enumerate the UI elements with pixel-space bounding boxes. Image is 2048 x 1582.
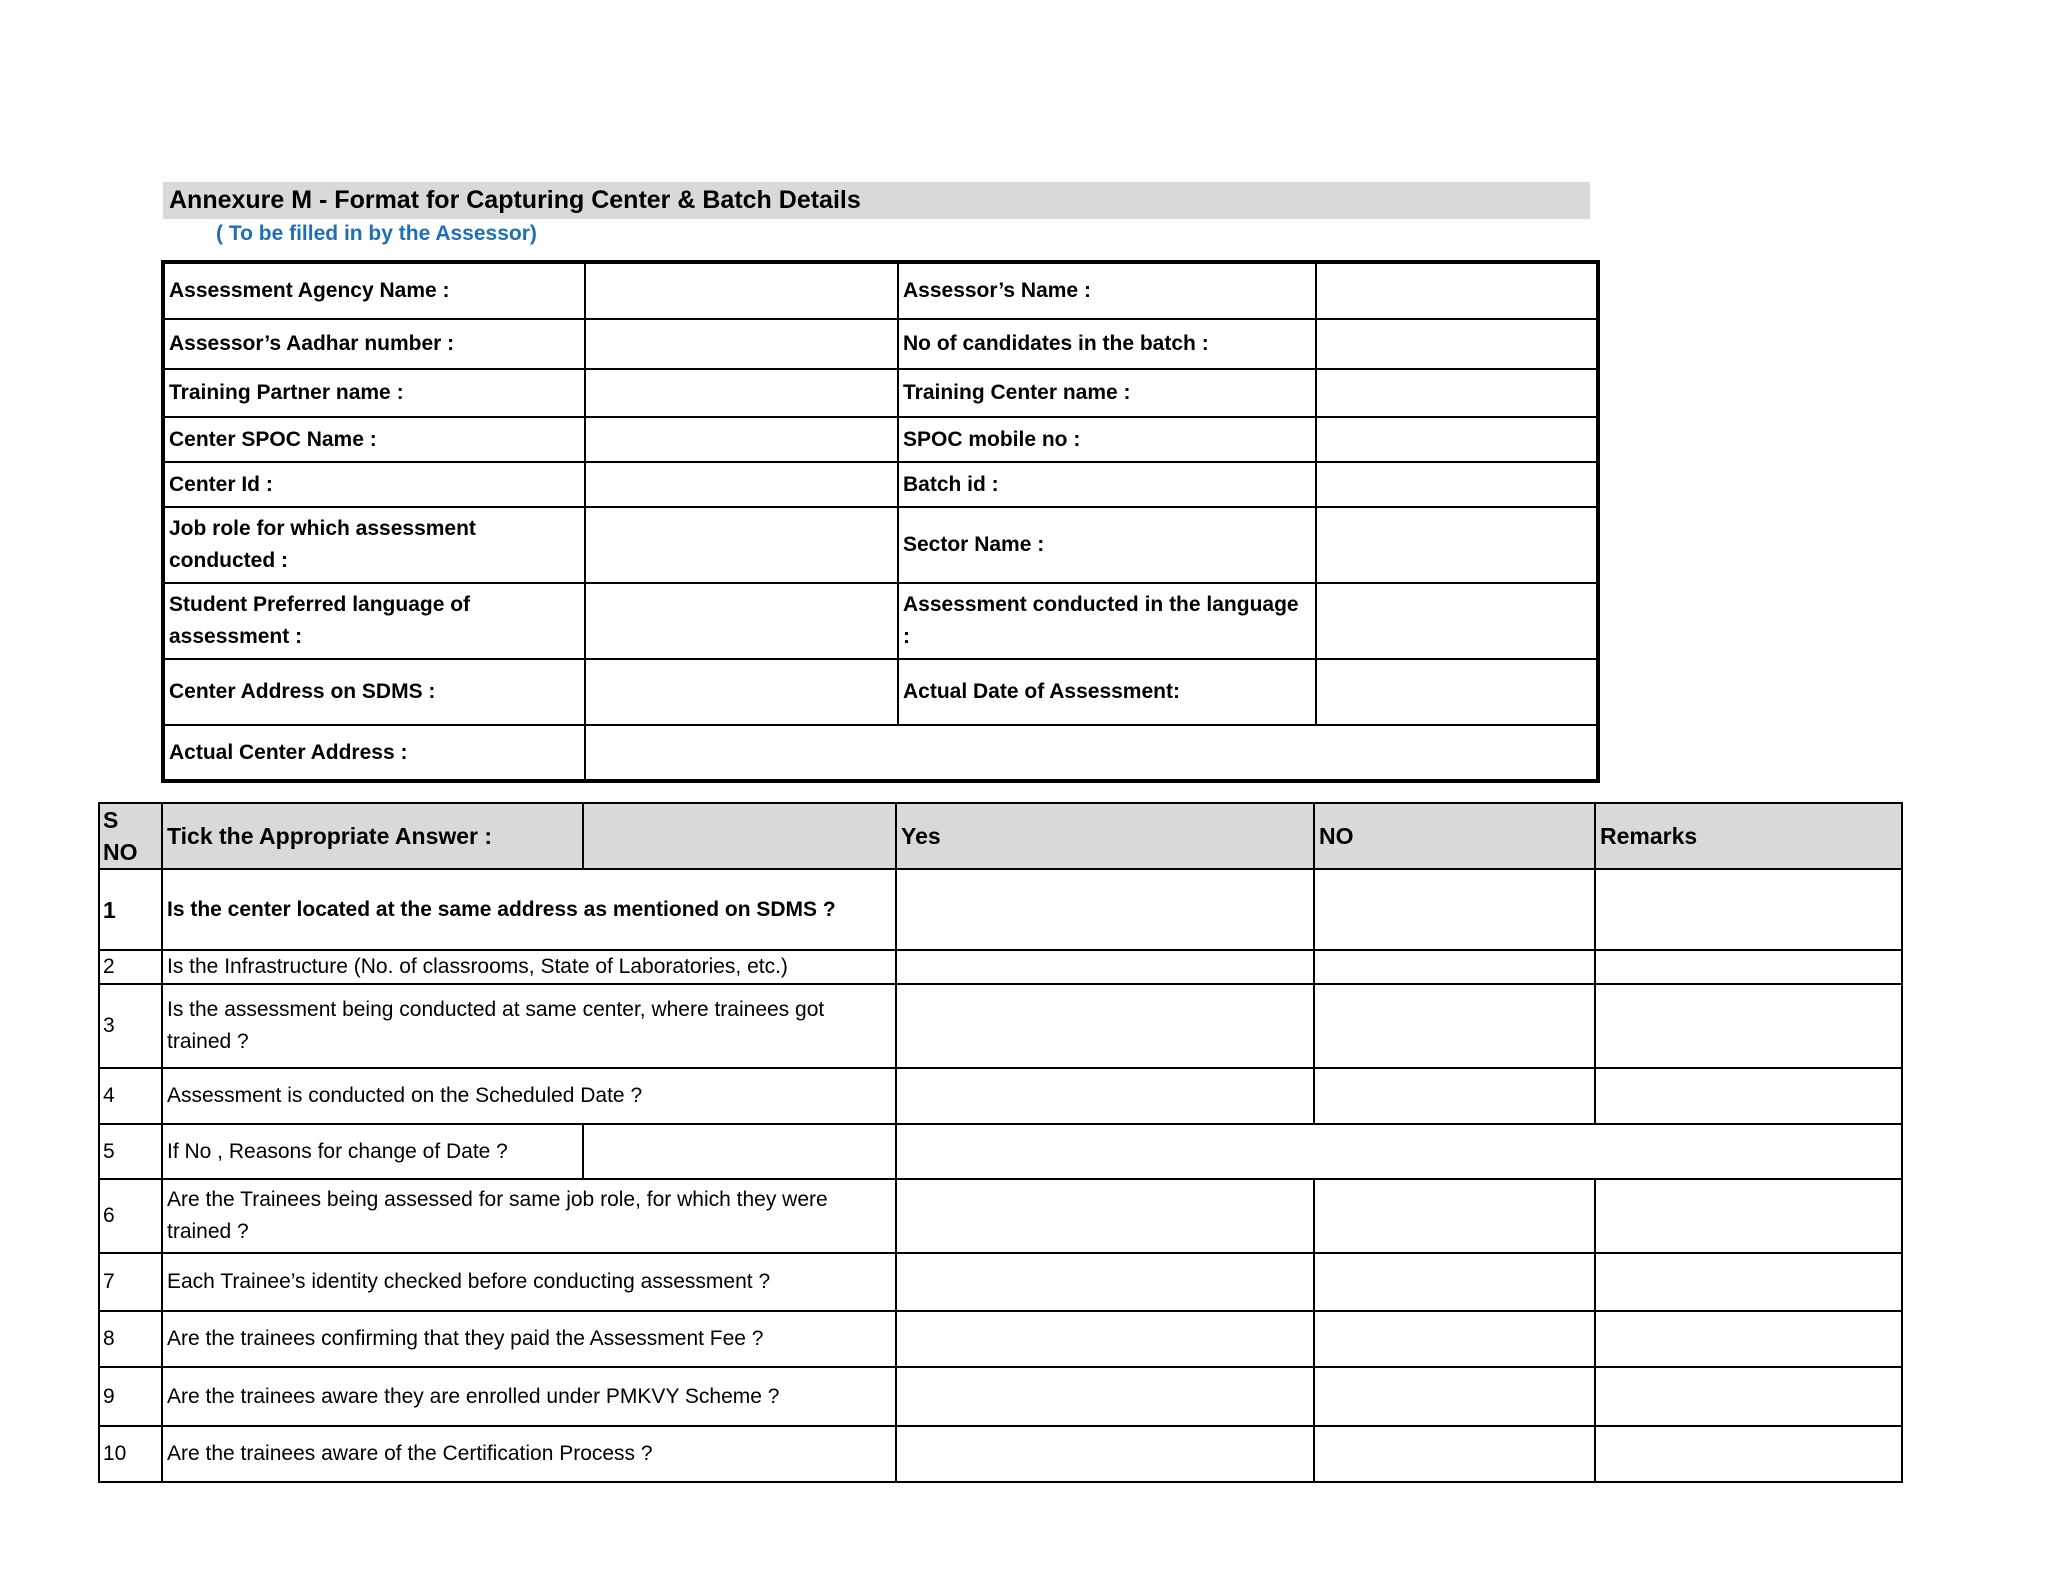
remarks-cell[interactable] [1595, 1253, 1902, 1311]
question-text: Are the trainees aware of the Certification Process ? [162, 1426, 896, 1482]
no-header: NO [1314, 803, 1595, 869]
checklist-row [99, 984, 1902, 1068]
yes-cell[interactable] [896, 869, 1314, 950]
row-number: 5 [99, 1124, 162, 1179]
details-label: Training Center name : [898, 369, 1316, 417]
row-number: 10 [99, 1426, 162, 1482]
details-value-cell[interactable] [585, 659, 898, 725]
checklist-row [99, 1367, 1902, 1426]
question-text: Are the Trainees being assessed for same job role, for which they were trained ? [162, 1179, 896, 1253]
row-number: 3 [99, 984, 162, 1068]
details-row [163, 262, 1598, 319]
details-label: Actual Date of Assessment: [898, 659, 1316, 725]
no-cell[interactable] [1314, 869, 1595, 950]
question-text: Is the assessment being conducted at same center, where trainees got trained ? [162, 984, 896, 1068]
question-text: Assessment is conducted on the Scheduled Date ? [162, 1068, 896, 1124]
yes-cell[interactable] [896, 1311, 1314, 1367]
details-label: Center Address on SDMS : [163, 659, 585, 725]
details-row [163, 659, 1598, 725]
details-value-cell[interactable] [585, 417, 898, 462]
no-cell[interactable] [1314, 1253, 1595, 1311]
question-text: Is the Infrastructure (No. of classrooms, State of Laboratories, etc.) [162, 950, 896, 984]
details-value-cell[interactable] [585, 319, 898, 369]
checklist-row [99, 1124, 1902, 1179]
no-cell[interactable] [1314, 984, 1595, 1068]
details-value-cell[interactable] [1316, 659, 1598, 725]
details-label: Batch id : [898, 462, 1316, 507]
details-row [163, 583, 1598, 659]
assessment-checklist-table [98, 802, 1903, 1483]
details-value-cell[interactable] [585, 583, 898, 659]
details-label: Assessment conducted in the language : [898, 583, 1316, 659]
yes-cell[interactable] [896, 1253, 1314, 1311]
yes-cell[interactable] [896, 1367, 1314, 1426]
question-header: Tick the Appropriate Answer : [162, 803, 583, 869]
sno-header: S NO [99, 803, 162, 869]
yes-cell[interactable] [896, 950, 1314, 984]
yes-cell[interactable] [896, 984, 1314, 1068]
details-row [163, 725, 1598, 781]
question-text: Each Trainee’s identity checked before conducting assessment ? [162, 1253, 896, 1311]
details-value-cell[interactable] [1316, 417, 1598, 462]
no-cell[interactable] [1314, 1367, 1595, 1426]
details-value-cell[interactable] [585, 462, 898, 507]
remarks-cell[interactable] [1595, 1179, 1902, 1253]
details-label: Actual Center Address : [163, 725, 585, 781]
checklist-row [99, 1179, 1902, 1253]
details-value-cell[interactable] [585, 262, 898, 319]
details-label: Center SPOC Name : [163, 417, 585, 462]
details-value-cell[interactable] [585, 507, 898, 583]
details-label: Training Partner name : [163, 369, 585, 417]
details-value-cell[interactable] [1316, 369, 1598, 417]
yes-header: Yes [896, 803, 1314, 869]
details-row [163, 462, 1598, 507]
details-label: No of candidates in the batch : [898, 319, 1316, 369]
details-row [163, 369, 1598, 417]
remarks-cell[interactable] [1595, 869, 1902, 950]
no-cell[interactable] [1314, 1068, 1595, 1124]
header-blank-cell [583, 803, 896, 869]
details-label: Sector Name : [898, 507, 1316, 583]
checklist-row [99, 869, 1902, 950]
details-row [163, 319, 1598, 369]
remarks-cell[interactable] [1595, 950, 1902, 984]
no-cell[interactable] [1314, 950, 1595, 984]
checklist-row [99, 1253, 1902, 1311]
row-number: 9 [99, 1367, 162, 1426]
checklist-row [99, 1068, 1902, 1124]
details-value-cell[interactable] [1316, 507, 1598, 583]
details-value-cell[interactable] [585, 369, 898, 417]
remarks-cell[interactable] [1595, 1426, 1902, 1482]
remarks-cell[interactable] [1595, 984, 1902, 1068]
checklist-row [99, 950, 1902, 984]
details-label: Job role for which assessment conducted : [163, 507, 585, 583]
no-cell[interactable] [1314, 1426, 1595, 1482]
details-label: Assessor’s Name : [898, 262, 1316, 319]
no-cell[interactable] [1314, 1311, 1595, 1367]
yes-cell[interactable] [896, 1426, 1314, 1482]
question-text: If No , Reasons for change of Date ? [162, 1124, 583, 1179]
question-text: Are the trainees confirming that they paid the Assessment Fee ? [162, 1311, 896, 1367]
form-title: Annexure M - Format for Capturing Center & Batch Details [163, 182, 1590, 219]
no-cell[interactable] [1314, 1179, 1595, 1253]
details-label: SPOC mobile no : [898, 417, 1316, 462]
details-value-cell[interactable] [1316, 583, 1598, 659]
row-number: 4 [99, 1068, 162, 1124]
remarks-header: Remarks [1595, 803, 1902, 869]
remarks-cell[interactable] [1595, 1068, 1902, 1124]
reason-entry-wide-cell[interactable] [896, 1124, 1902, 1179]
row-number: 6 [99, 1179, 162, 1253]
yes-cell[interactable] [896, 1068, 1314, 1124]
question-text: Is the center located at the same address as mentioned on SDMS ? [162, 869, 896, 950]
details-label: Student Preferred language of assessment : [163, 583, 585, 659]
yes-cell[interactable] [896, 1179, 1314, 1253]
row-number: 8 [99, 1311, 162, 1367]
details-value-cell[interactable] [1316, 462, 1598, 507]
batch-details-table [161, 260, 1600, 783]
row-number: 2 [99, 950, 162, 984]
remarks-cell[interactable] [1595, 1367, 1902, 1426]
form-subtitle: ( To be filled in by the Assessor) [216, 222, 537, 245]
remarks-cell[interactable] [1595, 1311, 1902, 1367]
details-row [163, 417, 1598, 462]
details-label: Center Id : [163, 462, 585, 507]
details-label: Assessment Agency Name : [163, 262, 585, 319]
checklist-header-row [99, 803, 1902, 869]
row-number: 1 [99, 869, 162, 950]
checklist-row [99, 1426, 1902, 1482]
checklist-row [99, 1311, 1902, 1367]
details-value-cell[interactable] [1316, 262, 1598, 319]
details-row [163, 507, 1598, 583]
details-label: Assessor’s Aadhar number : [163, 319, 585, 369]
actual-center-address-cell[interactable] [585, 725, 1598, 781]
row-number: 7 [99, 1253, 162, 1311]
details-value-cell[interactable] [1316, 319, 1598, 369]
reason-entry-cell[interactable] [583, 1124, 896, 1179]
question-text: Are the trainees aware they are enrolled under PMKVY Scheme ? [162, 1367, 896, 1426]
